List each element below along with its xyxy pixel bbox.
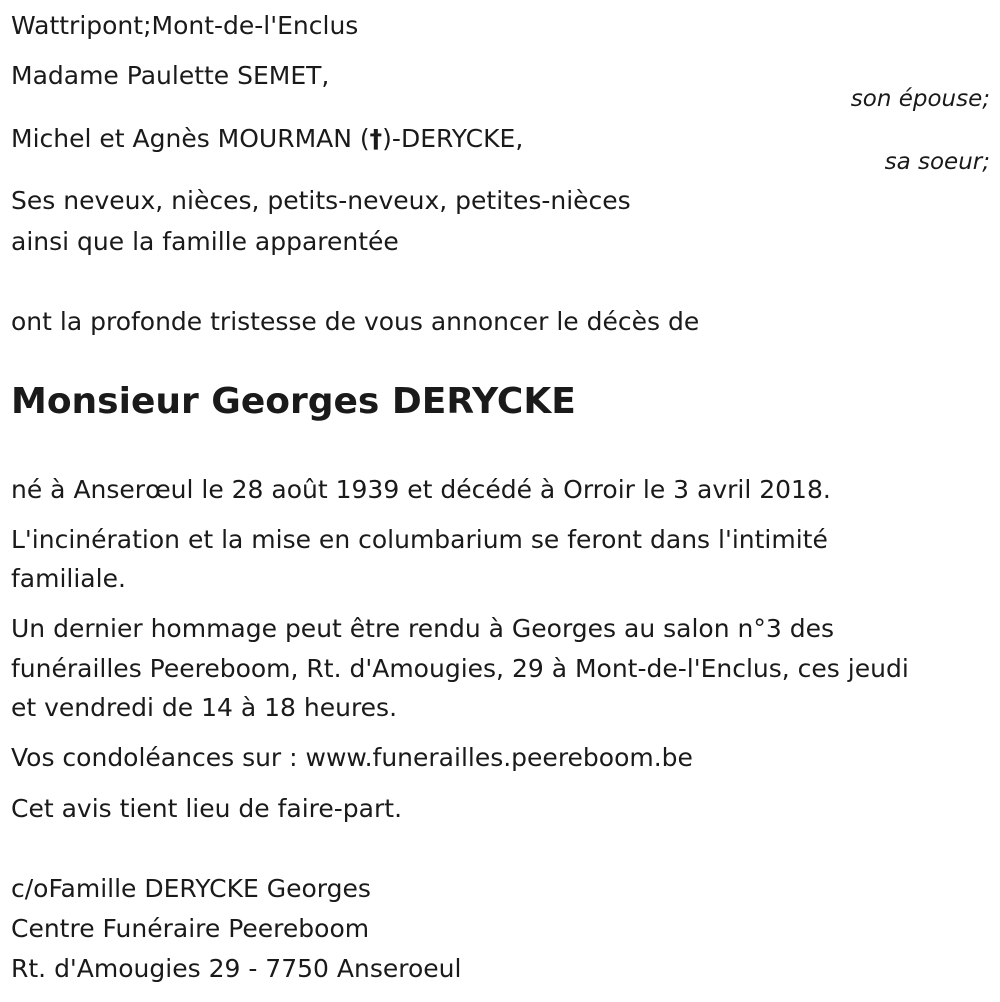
address-line-2: Centre Funéraire Peereboom [11,914,370,943]
sibling-suffix: )-DERYCKE, [382,124,524,153]
sibling-names [11,126,523,151]
announcement-line: ont la profonde tristesse de vous annoncer le décès de [11,307,700,336]
birth-death-line: né à Anserœul le 28 août 1939 et décédé à Orroir le 3 avril 2018. [11,475,831,504]
tribute-line-2: funérailles Peereboom, Rt. d'Amougies, 29 à Mont-de-l'Enclus, ces jeudi [11,654,909,683]
spouse-name: Madame Paulette SEMET, [11,61,330,90]
address-line-1: c/oFamille DERYCKE Georges [11,874,371,903]
extended-family-line-2: ainsi que la famille apparentée [11,227,399,256]
condolences-line: Vos condoléances sur : www.funerailles.peereboom.be [11,743,693,772]
cremation-line-2: familiale. [11,564,126,593]
location-line: Wattripont;Mont-de-l'Enclus [11,11,359,40]
sibling-prefix: Michel et Agnès MOURMAN ( [11,124,370,153]
sibling-relation: sa soeur; [884,149,990,175]
deceased-name: Monsieur Georges DERYCKE [11,381,576,422]
address-line-3: Rt. d'Amougies 29 - 7750 Anseroeul [11,954,462,983]
cremation-line-1: L'incinération et la mise en columbarium se feront dans l'intimité [11,525,828,554]
tribute-line-3: et vendredi de 14 à 18 heures. [11,693,398,722]
extended-family-line-1: Ses neveux, nièces, petits-neveux, petites-nièces [11,186,631,215]
spouse-relation: son épouse; [850,86,990,112]
tribute-line-1: Un dernier hommage peut être rendu à Georges au salon n°3 des [11,614,834,643]
cross-icon: † [369,124,383,153]
notice-statement: Cet avis tient lieu de faire-part. [11,794,403,823]
